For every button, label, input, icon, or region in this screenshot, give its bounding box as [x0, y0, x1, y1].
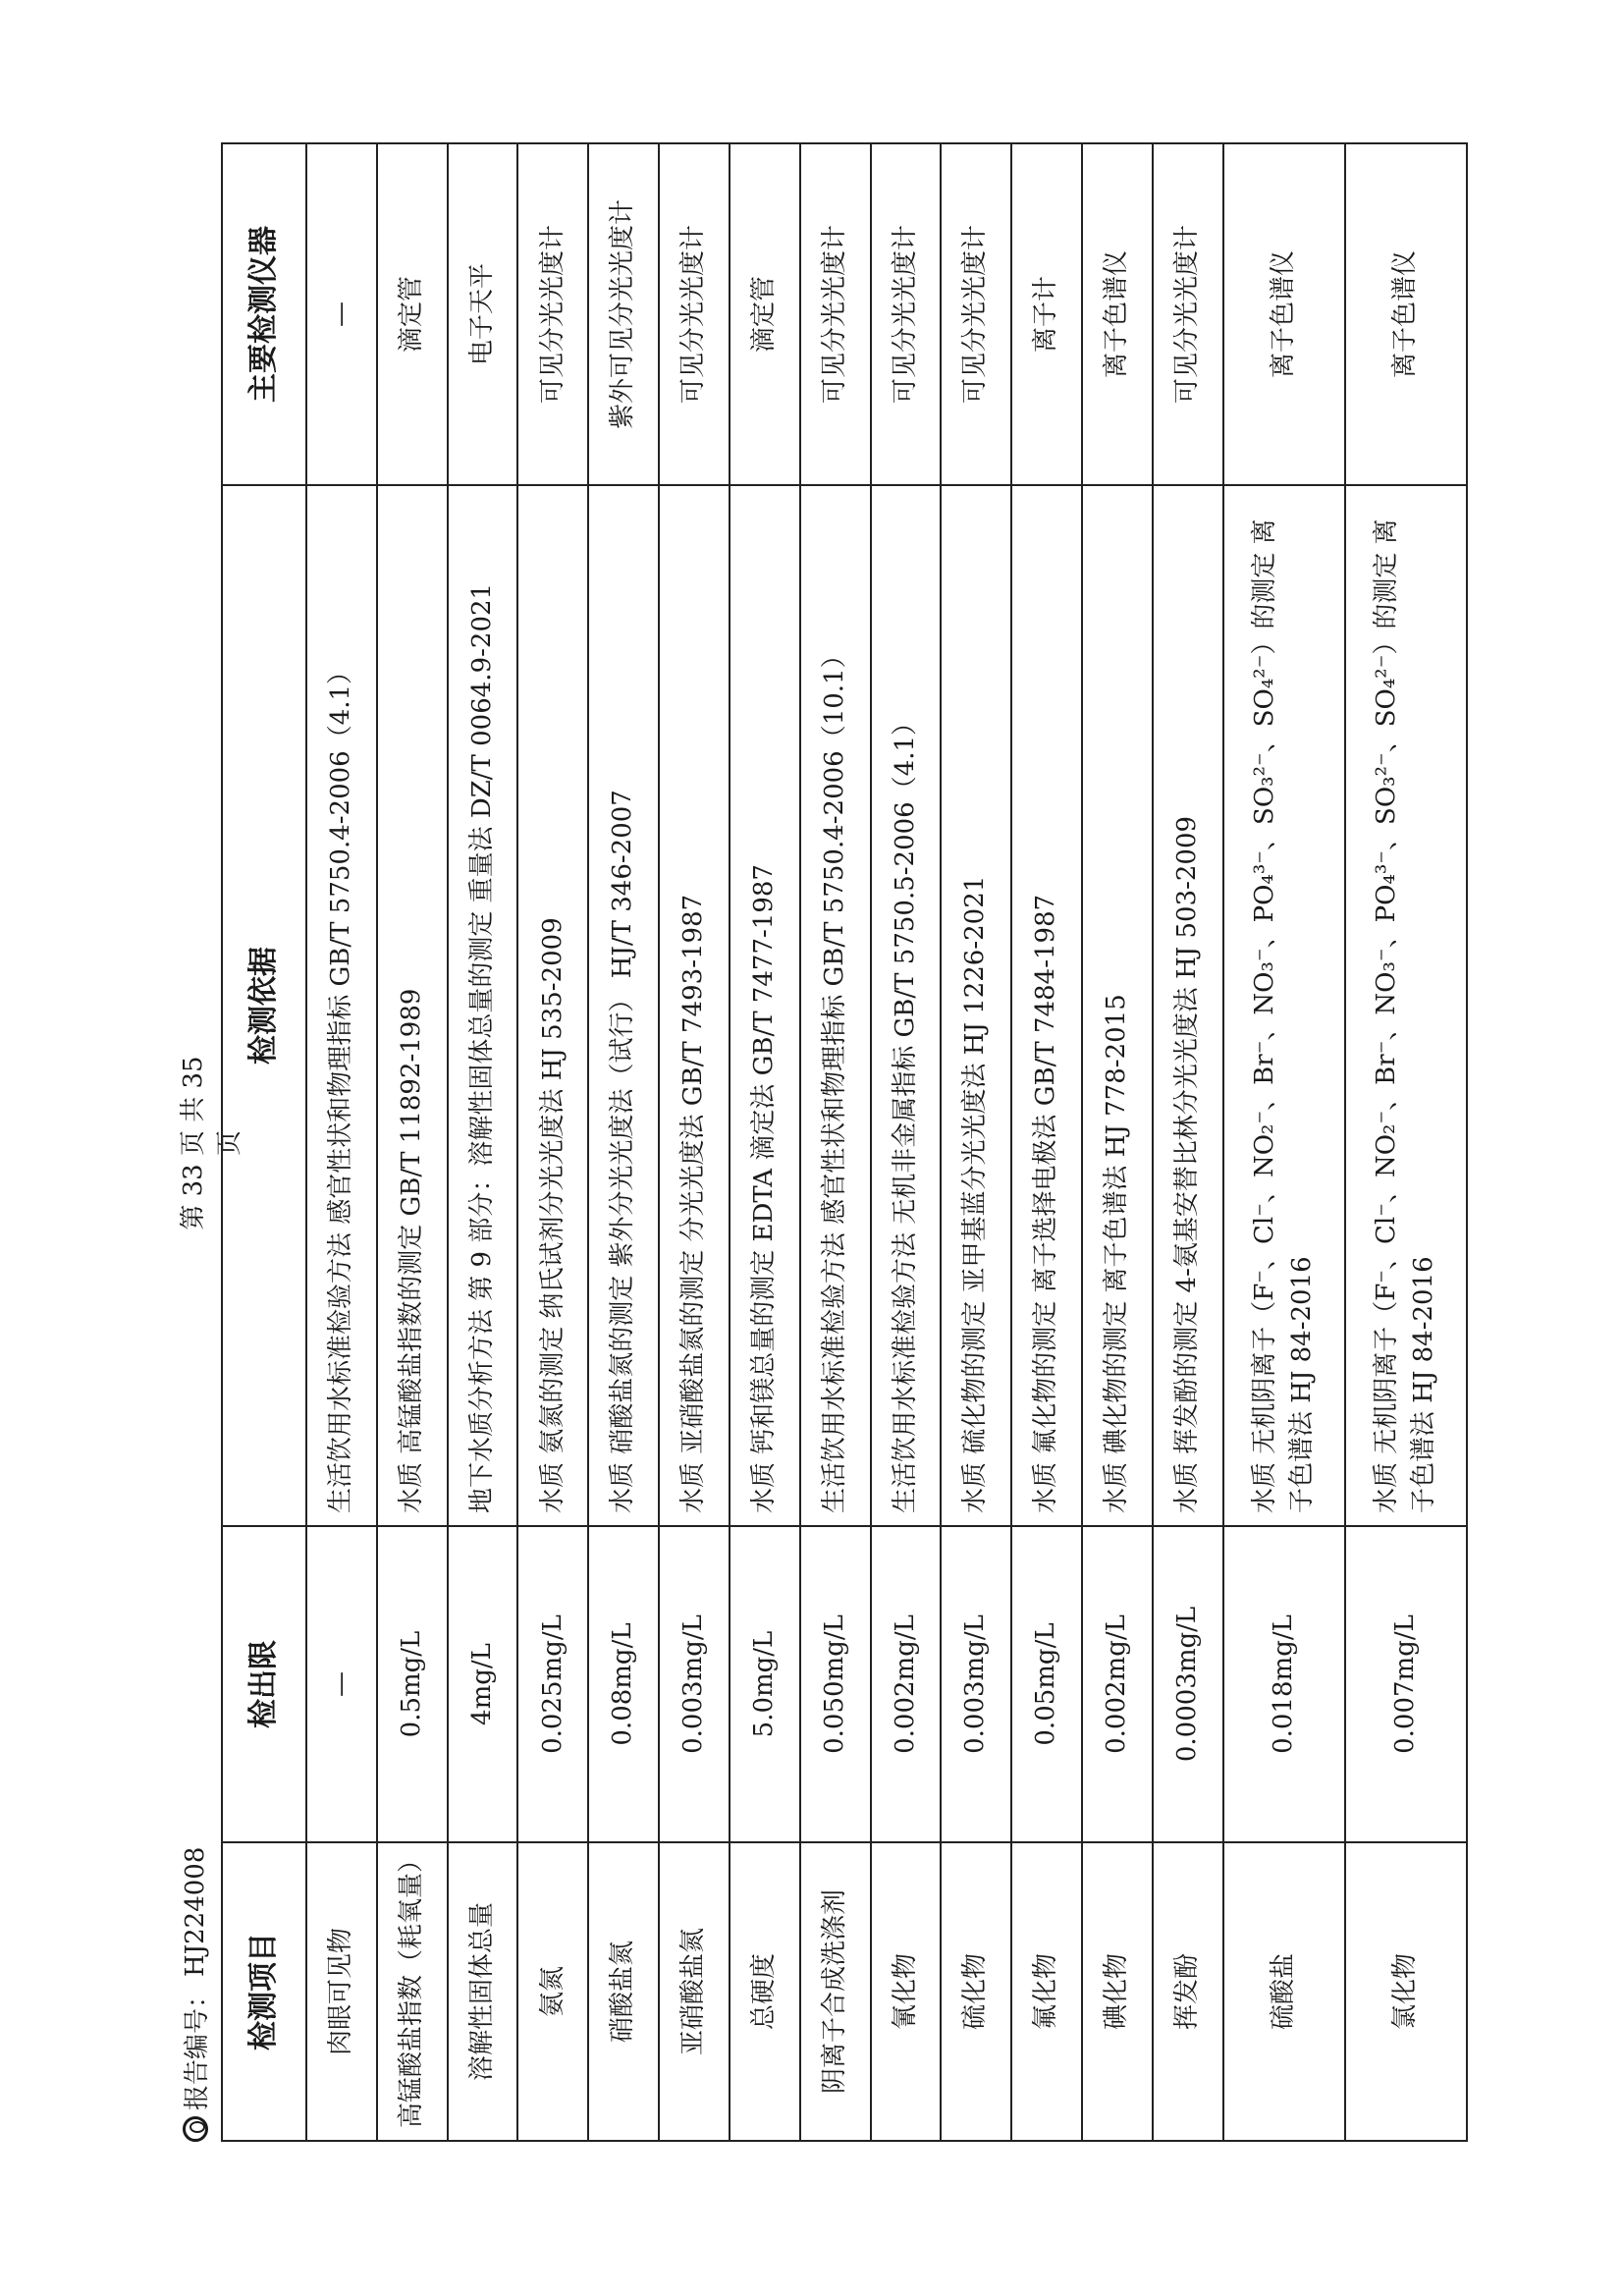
instrument-cell: 紫外可见分光光度计 [588, 143, 659, 485]
table-row [448, 143, 518, 2141]
table-row [800, 143, 871, 2141]
detection-limit-cell: 0.5mg/L [377, 1526, 448, 1842]
detection-limit-cell: 0.002mg/L [871, 1526, 942, 1842]
test-item-cell: 碘化物 [1082, 1842, 1153, 2141]
report-number-header [177, 1847, 213, 2142]
detection-limit-cell: 0.002mg/L [1082, 1526, 1153, 1842]
test-basis-cell: 水质 氨氮的测定 纳氏试剂分光光度法 HJ 535-2009 [517, 485, 588, 1526]
table-body [306, 143, 1467, 2141]
test-item-cell: 高锰酸盐指数（耗氧量） [377, 1842, 448, 2141]
instrument-cell: 滴定管 [730, 143, 800, 485]
instrument-cell: 可见分光光度计 [871, 143, 942, 485]
detection-limit-cell: 4mg/L [448, 1526, 518, 1842]
detection-limit-cell: 0.007mg/L [1345, 1526, 1467, 1842]
table-header-row [222, 143, 306, 2141]
table-row [306, 143, 377, 2141]
test-basis-cell: 水质 硫化物的测定 亚甲基蓝分光光度法 HJ 1226-2021 [941, 485, 1011, 1526]
test-item-cell: 阴离子合成洗涤剂 [800, 1842, 871, 2141]
test-item-cell: 硫酸盐 [1223, 1842, 1345, 2141]
detection-limit-cell: 0.050mg/L [800, 1526, 871, 1842]
company-logo-icon [183, 2116, 208, 2142]
test-item-cell: 氨氮 [517, 1842, 588, 2141]
detection-limit-cell: 5.0mg/L [730, 1526, 800, 1842]
table-row [517, 143, 588, 2141]
detection-limit-cell: 0.003mg/L [941, 1526, 1011, 1842]
instrument-cell: 离子色谱仪 [1223, 143, 1345, 485]
page-number: 第 33 页 共 35 页 [179, 1056, 244, 1230]
table-row [377, 143, 448, 2141]
detection-limit-cell: — [306, 1526, 377, 1842]
test-item-cell: 挥发酚 [1153, 1842, 1223, 2141]
detection-limit-cell: 0.0003mg/L [1153, 1526, 1223, 1842]
test-item-cell: 溶解性固体总量 [448, 1842, 518, 2141]
test-item-cell: 氰化物 [871, 1842, 942, 2141]
instrument-cell: 可见分光光度计 [800, 143, 871, 485]
report-number: HJ224008 [180, 1846, 210, 1977]
column-header-instrument: 主要检测仪器 [222, 143, 306, 485]
detection-limit-cell: 0.05mg/L [1011, 1526, 1082, 1842]
instrument-cell: 可见分光光度计 [941, 143, 1011, 485]
test-basis-cell: 生活饮用水标准检验方法 感官性状和物理指标 GB/T 5750.4-2006（4.1） [306, 485, 377, 1526]
table-row [1153, 143, 1223, 2141]
instrument-cell: 可见分光光度计 [517, 143, 588, 485]
detection-limit-cell: 0.08mg/L [588, 1526, 659, 1842]
table-row [1011, 143, 1082, 2141]
instrument-cell: 离子色谱仪 [1082, 143, 1153, 485]
detection-limit-cell: 0.025mg/L [517, 1526, 588, 1842]
instrument-cell: 电子天平 [448, 143, 518, 485]
detection-limit-cell: 0.018mg/L [1223, 1526, 1345, 1842]
instrument-cell: — [306, 143, 377, 485]
instrument-cell: 离子色谱仪 [1345, 143, 1467, 485]
table-row [730, 143, 800, 2141]
table-row [588, 143, 659, 2141]
test-basis-cell: 水质 挥发酚的测定 4-氨基安替比林分光光度法 HJ 503-2009 [1153, 485, 1223, 1526]
test-basis-cell: 水质 无机阴离子（F⁻、Cl⁻、NO₂⁻、Br⁻、NO₃⁻、PO₄³⁻、SO₃²⁻、SO₄²⁻）的测定 离子色谱法 HJ 84-2016 [1345, 485, 1467, 1526]
test-item-cell: 亚硝酸盐氮 [659, 1842, 730, 2141]
table-row [1082, 143, 1153, 2141]
table-row [941, 143, 1011, 2141]
detection-limit-cell: 0.003mg/L [659, 1526, 730, 1842]
table-row [871, 143, 942, 2141]
instrument-cell: 可见分光光度计 [1153, 143, 1223, 485]
table-row [1345, 143, 1467, 2141]
instrument-cell: 离子计 [1011, 143, 1082, 485]
report-number-label: 报告编号： [183, 1982, 212, 2110]
test-basis-cell: 水质 无机阴离子（F⁻、Cl⁻、NO₂⁻、Br⁻、NO₃⁻、PO₄³⁻、SO₃²⁻、SO₄²⁻）的测定 离子色谱法 HJ 84-2016 [1223, 485, 1345, 1526]
test-basis-cell: 生活饮用水标准检验方法 感官性状和物理指标 GB/T 5750.4-2006（10.1） [800, 485, 871, 1526]
column-header-basis: 检测依据 [222, 485, 306, 1526]
test-basis-cell: 水质 碘化物的测定 离子色谱法 HJ 778-2015 [1082, 485, 1153, 1526]
instrument-cell: 可见分光光度计 [659, 143, 730, 485]
test-method-table [221, 142, 1468, 2142]
test-item-cell: 总硬度 [730, 1842, 800, 2141]
test-basis-cell: 水质 钙和镁总量的测定 EDTA 滴定法 GB/T 7477-1987 [730, 485, 800, 1526]
test-basis-cell: 水质 高锰酸盐指数的测定 GB/T 11892-1989 [377, 485, 448, 1526]
test-basis-cell: 生活饮用水标准检验方法 无机非金属指标 GB/T 5750.5-2006（4.1） [871, 485, 942, 1526]
test-item-cell: 硝酸盐氮 [588, 1842, 659, 2141]
test-item-cell: 氯化物 [1345, 1842, 1467, 2141]
instrument-cell: 滴定管 [377, 143, 448, 485]
test-basis-cell: 水质 氟化物的测定 离子选择电极法 GB/T 7484-1987 [1011, 485, 1082, 1526]
column-header-limit: 检出限 [222, 1526, 306, 1842]
test-item-cell: 硫化物 [941, 1842, 1011, 2141]
table-row [659, 143, 730, 2141]
test-basis-cell: 地下水质分析方法 第 9 部分：溶解性固体总量的测定 重量法 DZ/T 0064.9-2021 [448, 485, 518, 1526]
test-basis-cell: 水质 亚硝酸盐氮的测定 分光光度法 GB/T 7493-1987 [659, 485, 730, 1526]
table-row [1223, 143, 1345, 2141]
column-header-item: 检测项目 [222, 1842, 306, 2141]
test-item-cell: 氟化物 [1011, 1842, 1082, 2141]
test-item-cell: 肉眼可见物 [306, 1842, 377, 2141]
test-basis-cell: 水质 硝酸盐氮的测定 紫外分光光度法（试行） HJ/T 346-2007 [588, 485, 659, 1526]
rotated-page [147, 144, 1468, 2142]
